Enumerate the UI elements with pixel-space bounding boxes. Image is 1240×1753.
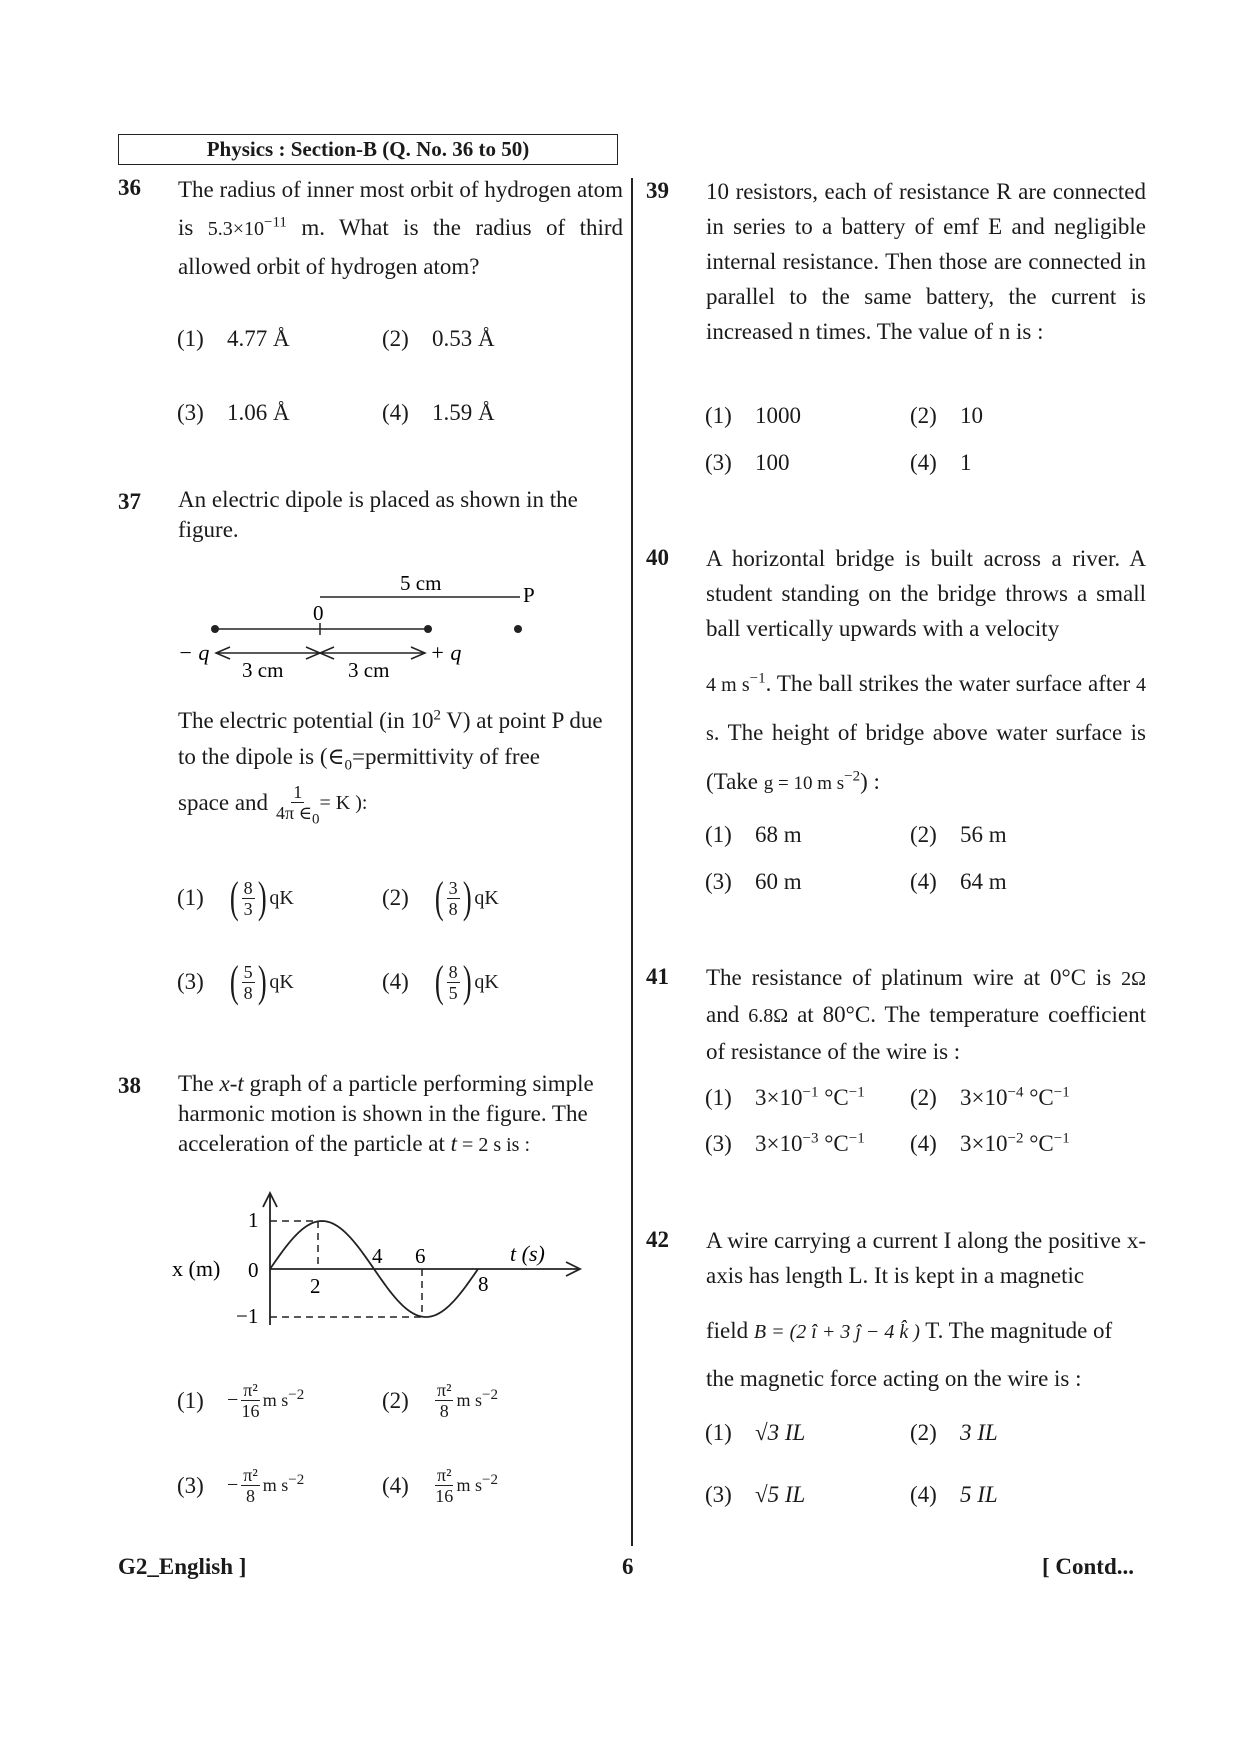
question-number: 36 <box>118 175 141 200</box>
question-37-text2: The electric potential (in $10^2$ V) at point P due to the dipole is ($\in_0=permittivity$ of free <box>178 707 603 774</box>
q39-option-2[interactable]: (2) 10 <box>910 403 983 428</box>
q38-option-2[interactable]: (2) $\frac{\text{π²}}{8}$ m $s^{-2}$ <box>382 1380 498 1421</box>
q38-option-3[interactable]: (3) − $\frac{\text{π²}}{8}$ m $s^{-2}$ <box>177 1465 305 1506</box>
magnetic-field-vector: B = (2 î + 3 ĵ − 4 k̂ ) <box>753 1321 920 1343</box>
q42-option-3[interactable]: (3) √5 IL <box>705 1482 806 1507</box>
tick-y-0: 0 <box>248 1258 259 1282</box>
q37-option-2[interactable]: (2) ( $\frac{3}{8}$ ) qK <box>382 873 499 922</box>
question-text: The radius of inner most orbit of hydrogen atom is $5.3\times 10^{-11}$ m. What is the radius of third allowed orbit of hydrogen atom? <box>178 177 624 279</box>
question-text: A horizontal bridge is built across a river. A student standing on the bridge throws a small ball vertically upwards with a velocity <box>706 546 1146 641</box>
question-number: 39 <box>646 178 669 203</box>
question-number: 37 <box>118 489 141 514</box>
tick-x-8: 8 <box>478 1272 489 1296</box>
q41-option-3[interactable]: (3) $3\times 10^{-3}$ $^\circ C^{-1}$ <box>705 1130 865 1156</box>
q41-option-2[interactable]: (2) $3\times 10^{-4}$ $^\circ C^{-1}$ <box>910 1084 1070 1110</box>
tick-x-6: 6 <box>415 1244 426 1268</box>
q39-option-1[interactable]: (1) 1000 <box>705 403 801 428</box>
q36-option-3[interactable]: (3) 1.06 Å <box>177 400 290 425</box>
y-axis-label: x (m) <box>172 1256 221 1281</box>
column-divider <box>631 178 633 1546</box>
footer-right: [ Contd... <box>1042 1554 1135 1579</box>
tick-y-minus1: −1 <box>236 1304 259 1328</box>
label-right-3cm: 3 cm <box>348 658 390 680</box>
q42-option-2[interactable]: (2) 3 IL <box>910 1420 998 1445</box>
q42-option-4[interactable]: (4) 5 IL <box>910 1482 998 1507</box>
label-5cm: 5 cm <box>400 571 442 595</box>
q37-option-4[interactable]: (4) ( $\frac{8}{5}$ ) qK <box>382 957 499 1006</box>
tick-y-1: 1 <box>248 1208 259 1232</box>
x-axis-label: t (s) <box>510 1241 545 1266</box>
q40-option-2[interactable]: (2) 56 m <box>910 822 1007 847</box>
tick-x-4: 4 <box>372 1244 383 1268</box>
q39-option-3[interactable]: (3) 100 <box>705 450 790 475</box>
question-40-cont: 4 m $s^{-1}$. The ball strikes the water surface after 4 s. The height of bridge above water surface is (Take g = 10 m $s^{-2}$) : <box>706 670 1147 794</box>
label-point-p: P <box>523 583 535 607</box>
question-text: The resistance of platinum wire at 0°C is 2Ω and 6.8Ω at 80°C. The temperature coefficient of resistance of the wire is : <box>706 965 1146 1064</box>
q36-option-1[interactable]: (1) 4.77 Å <box>177 326 290 351</box>
question-42-text2: the magnetic force acting on the wire is : <box>706 1366 1082 1391</box>
question-number: 38 <box>118 1073 141 1098</box>
q37-option-3[interactable]: (3) ( $\frac{5}{8}$ ) qK <box>177 957 294 1006</box>
q38-option-4[interactable]: (4) $\frac{\text{π²}}{16}$ m $s^{-2}$ <box>382 1465 498 1506</box>
xt-graph <box>170 1185 590 1345</box>
question-text: The x-t graph of a particle performing simple harmonic motion is shown in the figure. The acceleration of the particle at t = 2 s is : <box>178 1071 594 1156</box>
positive-charge-dot <box>424 625 432 633</box>
dipole-figure <box>170 565 550 680</box>
section-header: Physics : Section-B (Q. No. 36 to 50) <box>118 134 618 165</box>
question-number: 42 <box>646 1227 669 1252</box>
q38-option-1[interactable]: (1) − $\frac{\text{π²}}{16}$ m $s^{-2}$ <box>177 1380 305 1421</box>
q36-option-4[interactable]: (4) 1.59 Å <box>382 400 495 425</box>
label-positive-charge: + q <box>430 640 462 665</box>
q40-option-3[interactable]: (3) 60 m <box>705 869 802 894</box>
q41-option-4[interactable]: (4) $3\times 10^{-2}$ $^\circ C^{-1}$ <box>910 1130 1070 1156</box>
question-text: An electric dipole is placed as shown in the figure. <box>178 487 578 542</box>
label-left-3cm: 3 cm <box>242 658 284 680</box>
label-negative-charge: − q <box>178 640 210 665</box>
negative-charge-dot <box>211 625 219 633</box>
q39-option-4[interactable]: (4) 1 <box>910 450 972 475</box>
label-origin: 0 <box>313 601 324 625</box>
k-fraction: $\frac{1}{4\pi \in_0}$ <box>276 782 320 828</box>
footer-left: G2_English ] <box>118 1554 247 1579</box>
footer-page-number: 6 <box>622 1554 634 1579</box>
q40-option-4[interactable]: (4) 64 m <box>910 869 1007 894</box>
q41-option-1[interactable]: (1) $3\times 10^{-1}$ $^\circ C^{-1}$ <box>705 1084 865 1110</box>
tick-x-2: 2 <box>310 1274 321 1298</box>
question-number: 40 <box>646 545 669 570</box>
q42-option-1[interactable]: (1) √3 IL <box>705 1420 806 1445</box>
question-text: A wire carrying a current I along the positive x-axis has length L. It is kept in a magnetic <box>706 1228 1146 1288</box>
question-37-space-and: space and $\frac{1}{4\pi \in_0}$ = K ): <box>178 782 368 828</box>
question-text: 10 resistors, each of resistance R are connected in series to a battery of emf E and negligible internal resistance. Then those are connected in parallel to the same battery, the current is increased n times. The value of n is : <box>706 179 1146 344</box>
question-42-field: field B = (2 î + 3 ĵ − 4 k̂ ) T. The magnitude of <box>706 1318 1113 1343</box>
q40-option-1[interactable]: (1) 68 m <box>705 822 802 847</box>
question-number: 41 <box>646 964 669 989</box>
point-p-dot <box>514 625 522 633</box>
q37-option-1[interactable]: (1) ( $\frac{8}{3}$ ) qK <box>177 873 294 922</box>
q36-option-2[interactable]: (2) 0.53 Å <box>382 326 495 351</box>
